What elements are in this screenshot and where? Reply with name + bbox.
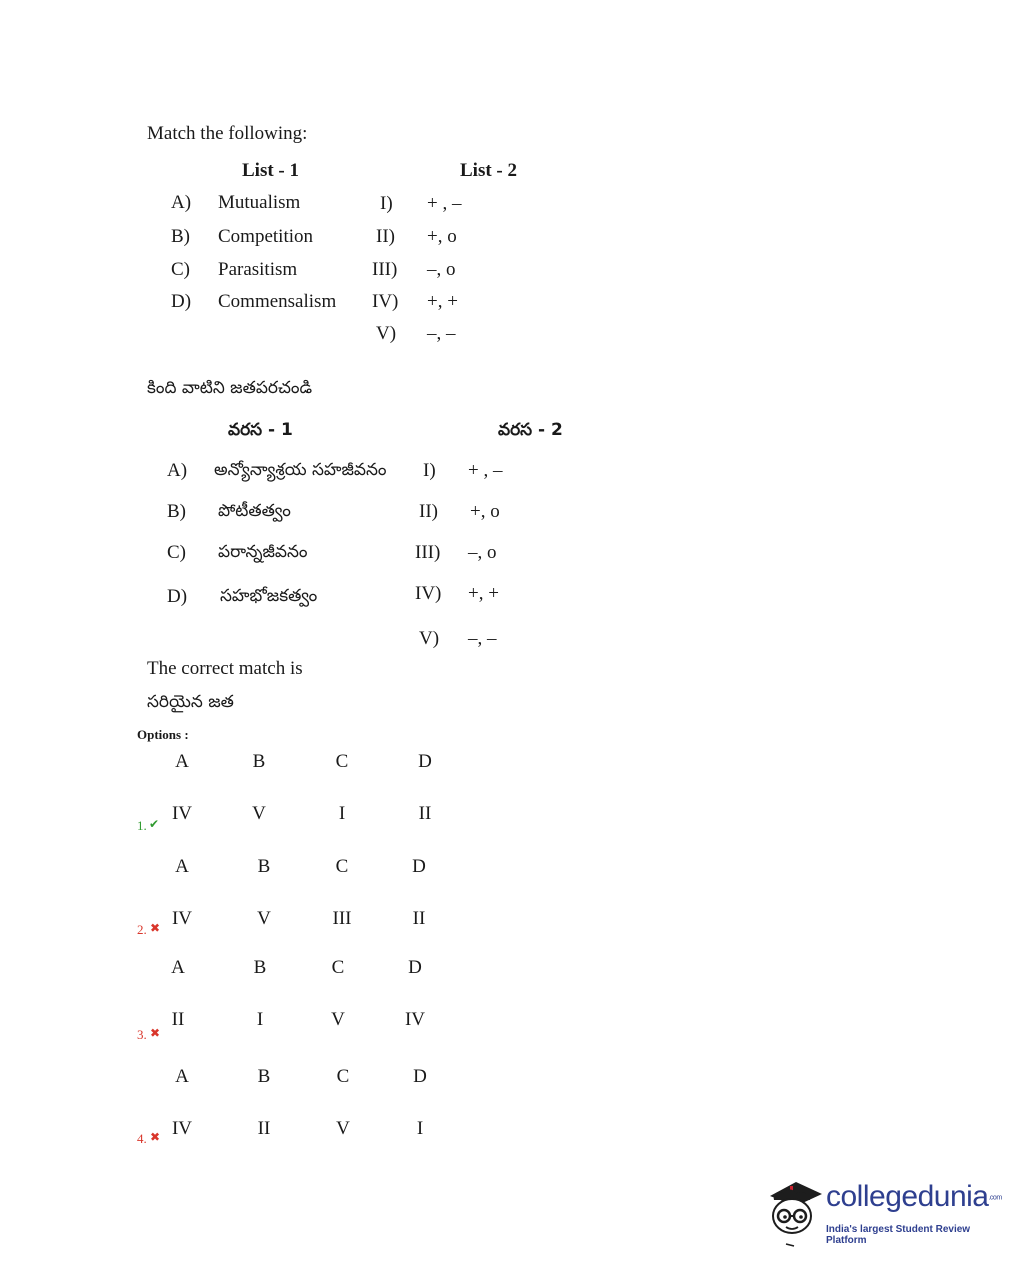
question-prompt-en: Match the following: — [147, 123, 308, 144]
option-value: IV — [171, 803, 193, 824]
list1-key-te: B) — [167, 501, 186, 522]
list2-key-en: I) — [380, 193, 393, 214]
option-value: V — [252, 803, 266, 824]
list1-item-te: పరాన్నజీవనం — [218, 542, 308, 562]
list2-key-te: I) — [423, 460, 436, 481]
option-number: 3. — [137, 1027, 147, 1042]
option-value: I — [256, 1009, 264, 1030]
option-header: D — [412, 856, 426, 877]
list1-item-en: Commensalism — [218, 291, 337, 312]
list2-key-en: III) — [372, 259, 398, 280]
option-header: C — [336, 1066, 350, 1087]
cross-icon: ✖ — [150, 921, 161, 935]
option-header: A — [175, 751, 189, 772]
list1-header-en: List - 1 — [242, 160, 299, 181]
option-value: II — [412, 908, 426, 929]
list2-key-te: IV) — [415, 583, 442, 604]
list1-item-te: సహభోజకత్వం — [220, 586, 318, 606]
list2-item-te: + , – — [468, 460, 503, 481]
cross-icon: ✖ — [150, 1026, 161, 1040]
list2-header-en: List - 2 — [460, 160, 517, 181]
list2-key-te: V) — [419, 628, 440, 649]
option-value: II — [171, 1009, 185, 1030]
option-value: III — [332, 908, 352, 929]
option-header: A — [175, 856, 189, 877]
list1-key-en: B) — [171, 226, 190, 247]
question-prompt-te: కింది వాటిని జతపరచండి — [147, 378, 313, 398]
option-number: 2. — [137, 922, 147, 937]
option-value: IV — [404, 1009, 426, 1030]
cross-icon: ✖ — [150, 1130, 161, 1144]
student-mascot-icon — [766, 1178, 824, 1250]
list1-key-te: A) — [167, 460, 188, 481]
list1-key-en: A) — [171, 192, 192, 213]
option-header: D — [418, 751, 432, 772]
list2-key-te: III) — [415, 542, 441, 563]
option-header: B — [252, 751, 266, 772]
list2-key-en: IV) — [372, 291, 399, 312]
option-value: II — [257, 1118, 271, 1139]
option-header: D — [408, 957, 422, 978]
option-value: II — [418, 803, 432, 824]
list2-item-en: + , – — [427, 193, 462, 214]
option-value: IV — [171, 1118, 193, 1139]
list2-item-en: –, – — [427, 323, 456, 344]
list2-item-en: +, o — [427, 226, 457, 247]
options-label: Options : — [137, 727, 189, 742]
option-value: V — [336, 1118, 350, 1139]
correct-match-en: The correct match is — [147, 658, 303, 679]
list1-key-te: D) — [167, 586, 188, 607]
list2-key-en: V) — [376, 323, 397, 344]
check-icon: ✔ — [149, 817, 160, 831]
option-header: C — [335, 856, 349, 877]
list2-key-en: II) — [376, 226, 395, 247]
option-header: C — [331, 957, 345, 978]
list1-key-en: C) — [171, 259, 190, 280]
logo-wordmark: collegedunia.com — [826, 1180, 1002, 1213]
option-number: 4. — [137, 1131, 147, 1146]
correct-match-te: సరియైన జత — [147, 692, 234, 712]
list1-header-te: వరస - 1 — [228, 420, 293, 440]
option-header: C — [335, 751, 349, 772]
list1-key-en: D) — [171, 291, 192, 312]
option-value: I — [338, 803, 346, 824]
list2-item-en: +, + — [427, 291, 458, 312]
list1-item-te: పోటీతత్వం — [218, 501, 291, 521]
list2-header-te: వరస - 2 — [498, 420, 563, 440]
logo-tagline: India's largest Student Review Platform — [826, 1224, 971, 1246]
option-header: B — [253, 957, 267, 978]
list2-item-te: –, o — [468, 542, 497, 563]
list2-item-te: +, + — [468, 583, 499, 604]
list2-item-en: –, o — [427, 259, 456, 280]
option-header: A — [175, 1066, 189, 1087]
option-value: V — [257, 908, 271, 929]
list1-key-te: C) — [167, 542, 186, 563]
list2-key-te: II) — [419, 501, 438, 522]
option-header: D — [413, 1066, 427, 1087]
list2-item-te: +, o — [470, 501, 500, 522]
list2-item-te: –, – — [468, 628, 497, 649]
list1-item-en: Parasitism — [218, 259, 298, 280]
option-header: B — [257, 856, 271, 877]
option-value: V — [331, 1009, 345, 1030]
option-number: 1. — [137, 818, 147, 833]
option-value: IV — [171, 908, 193, 929]
option-header: A — [171, 957, 185, 978]
list1-item-te: అన్యోన్యాశ్రయ సహజీవనం — [214, 460, 387, 480]
collegedunia-logo[interactable] — [766, 1178, 1002, 1250]
list1-item-en: Competition — [218, 226, 313, 247]
option-header: B — [257, 1066, 271, 1087]
option-value: I — [416, 1118, 424, 1139]
list1-item-en: Mutualism — [218, 192, 301, 213]
